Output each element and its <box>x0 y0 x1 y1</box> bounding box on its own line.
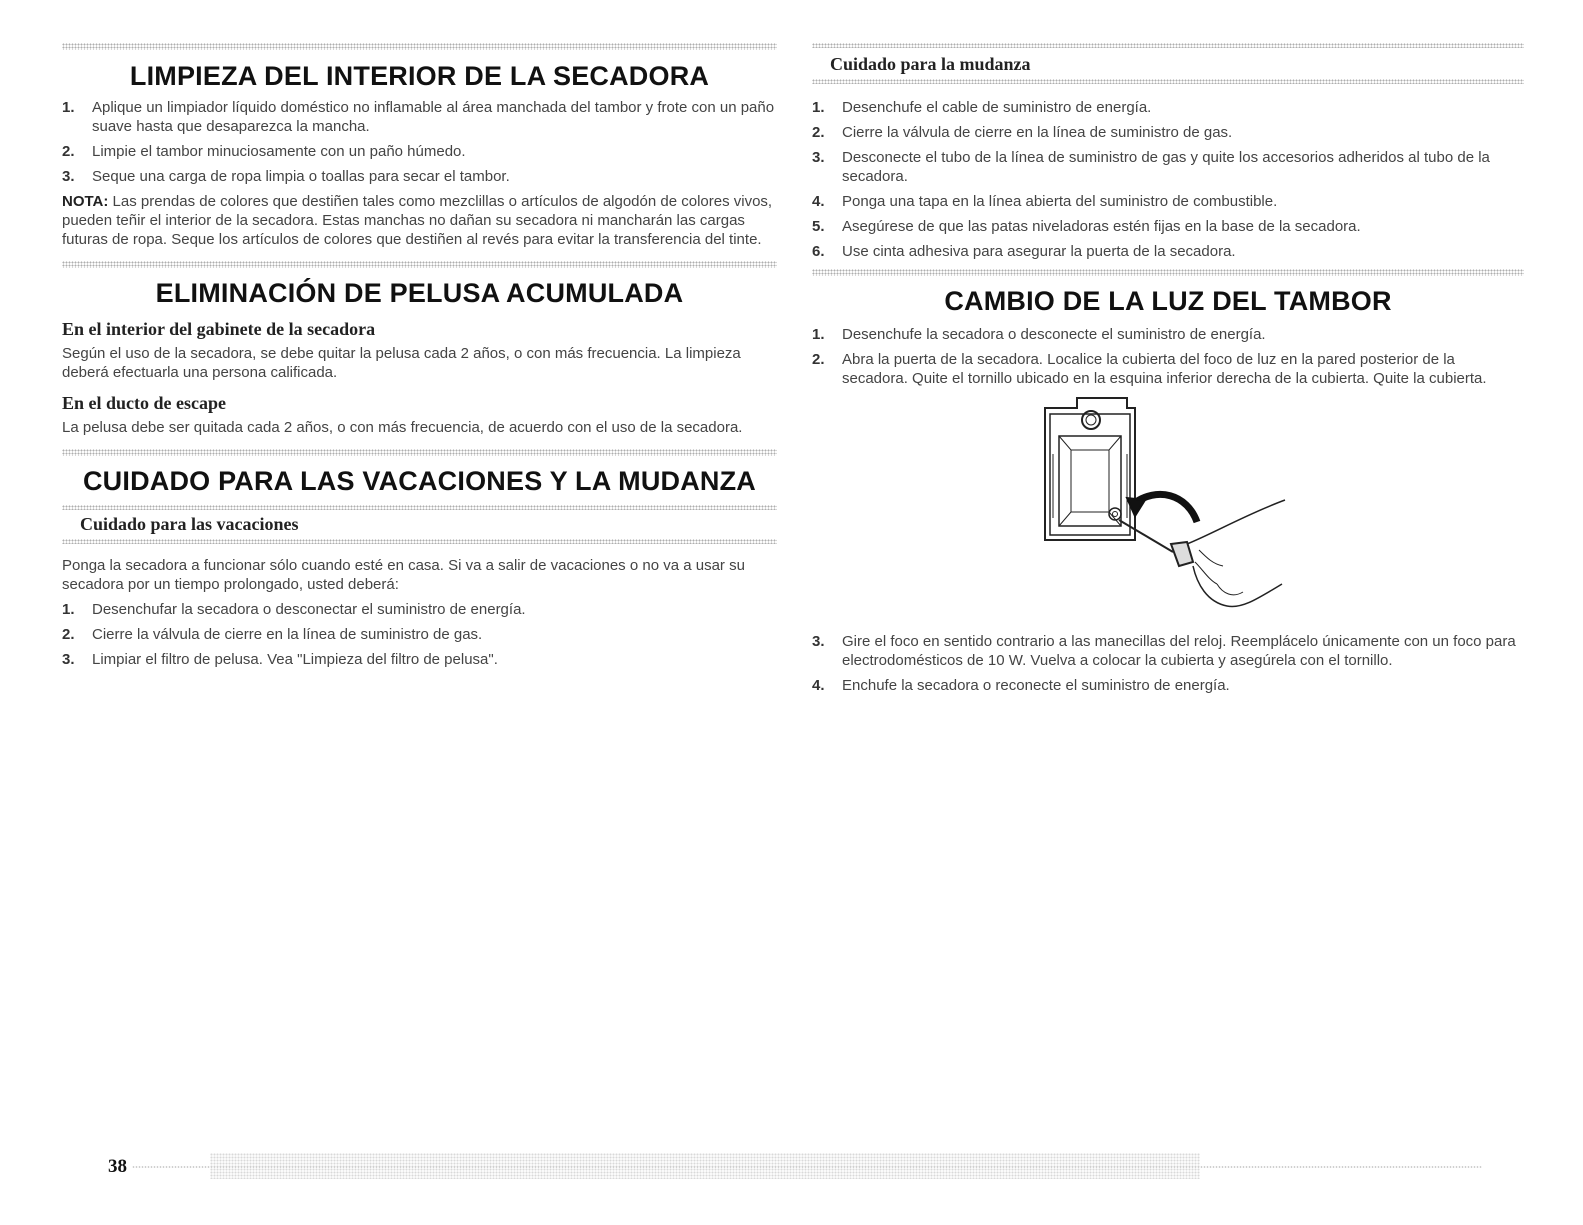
note-paragraph <box>62 192 777 249</box>
list-item: 2. Limpie el tambor minuciosamente con un paño húmedo. <box>62 143 466 160</box>
section-title-lint: ELIMINACIÓN DE PELUSA ACUMULADA <box>155 278 684 308</box>
lamp-cover-illustration <box>1037 394 1297 624</box>
list-item: 1. Aplique un limpiador líquido doméstico no inflamable al área manchada del tambor y frote con un paño suave hasta que desaparezca la mancha. <box>62 99 775 135</box>
vacation-steps <box>62 600 777 669</box>
list-item: 1. Desenchufe el cable de suministro de energía. <box>812 99 1152 116</box>
subsection-divider <box>62 505 777 510</box>
exhaust-paragraph: La pelusa debe ser quitada cada 2 años, o con más frecuencia, de acuerdo con el uso de la secadora. <box>62 419 743 436</box>
list-item: 4. Enchufe la secadora o reconecte el suministro de energía. <box>812 677 1230 694</box>
list-item: 1. Desenchufar la secadora o desconectar el suministro de energía. <box>62 601 526 618</box>
section-title-interior: LIMPIEZA DEL INTERIOR DE LA SECADORA <box>129 61 710 91</box>
section-divider <box>62 449 777 456</box>
note-label: NOTA: <box>62 193 109 210</box>
list-item: 4. Ponga una tapa en la línea abierta del suministro de combustible. <box>812 193 1278 210</box>
section-divider <box>62 43 777 50</box>
subsection-divider <box>62 539 777 544</box>
list-item: 3. Seque una carga de ropa limpia o toallas para secar el tambor. <box>62 168 510 185</box>
list-item: 3. Gire el foco en sentido contrario a las manecillas del reloj. Reemplácelo únicamente con un foco para electrodomésticos de 10 W. Vuelva a colocar la cubierta y asegúrela con el tornillo. <box>812 633 1516 669</box>
list-item: 3. Desconecte el tubo de la línea de suministro de gas y quite los accesorios adheridos al tubo de la secadora. <box>812 149 1490 185</box>
list-item: 3. Limpiar el filtro de pelusa. Vea "Limpieza del filtro de pelusa". <box>62 651 498 668</box>
lamp-cover-screwdriver-icon <box>1037 394 1297 624</box>
section-title-lamp: CAMBIO DE LA LUZ DEL TAMBOR <box>944 286 1392 316</box>
interior-steps <box>62 98 777 186</box>
subheading-exhaust: En el ducto de escape <box>62 393 226 413</box>
subheading-vacation: Cuidado para las vacaciones <box>80 514 299 534</box>
list-item: 5. Asegúrese de que las patas niveladoras estén fijas en la base de la secadora. <box>812 218 1361 235</box>
lamp-steps-a <box>812 325 1524 388</box>
list-item: 2. Cierre la válvula de cierre en la línea de suministro de gas. <box>812 124 1233 141</box>
list-item: 1. Desenchufe la secadora o desconecte el suministro de energía. <box>812 326 1266 343</box>
lamp-steps-b <box>812 632 1524 695</box>
cabinet-paragraph: Según el uso de la secadora, se debe quitar la pelusa cada 2 años, o con más frecuencia. La limpieza deberá efectuarla una persona calificada. <box>62 345 741 381</box>
subheading-cabinet: En el interior del gabinete de la secadora <box>62 319 376 339</box>
note-text: Las prendas de colores que destiñen tales como mezclillas o artículos de algodón de colores vivos, pueden teñir el interior de la secadora. Estas manchas no dañan su secadora ni mancharán las cargas futuras de ropa. Seque los artículos de colores que destiñen al revés para evitar la transferencia del tinte. <box>62 193 773 248</box>
vacation-intro: Ponga la secadora a funcionar sólo cuando esté en casa. Si va a salir de vacaciones o no va a usar su secadora por un tiempo prolongado, usted deberá: <box>62 557 745 593</box>
left-column <box>62 0 777 675</box>
section-title-vacation: CUIDADO PARA LAS VACACIONES Y LA MUDANZA <box>82 466 757 496</box>
list-item: 6. Use cinta adhesiva para asegurar la puerta de la secadora. <box>812 243 1236 260</box>
subsection-divider <box>812 43 1524 48</box>
section-divider <box>812 269 1524 276</box>
list-item: 2. Abra la puerta de la secadora. Localice la cubierta del foco de luz en la pared posterior de la secadora. Quite el tornillo ubicado en la esquina inferior derecha de la cubierta. Quite la cubierta. <box>812 351 1487 387</box>
subsection-divider <box>812 79 1524 84</box>
moving-steps <box>812 98 1524 261</box>
list-item: 2. Cierre la válvula de cierre en la línea de suministro de gas. <box>62 626 483 643</box>
page-number: 38 <box>108 1156 127 1177</box>
right-column <box>812 0 1524 701</box>
subheading-moving: Cuidado para la mudanza <box>830 54 1031 74</box>
footer-band <box>210 1153 1200 1179</box>
section-divider <box>62 261 777 268</box>
